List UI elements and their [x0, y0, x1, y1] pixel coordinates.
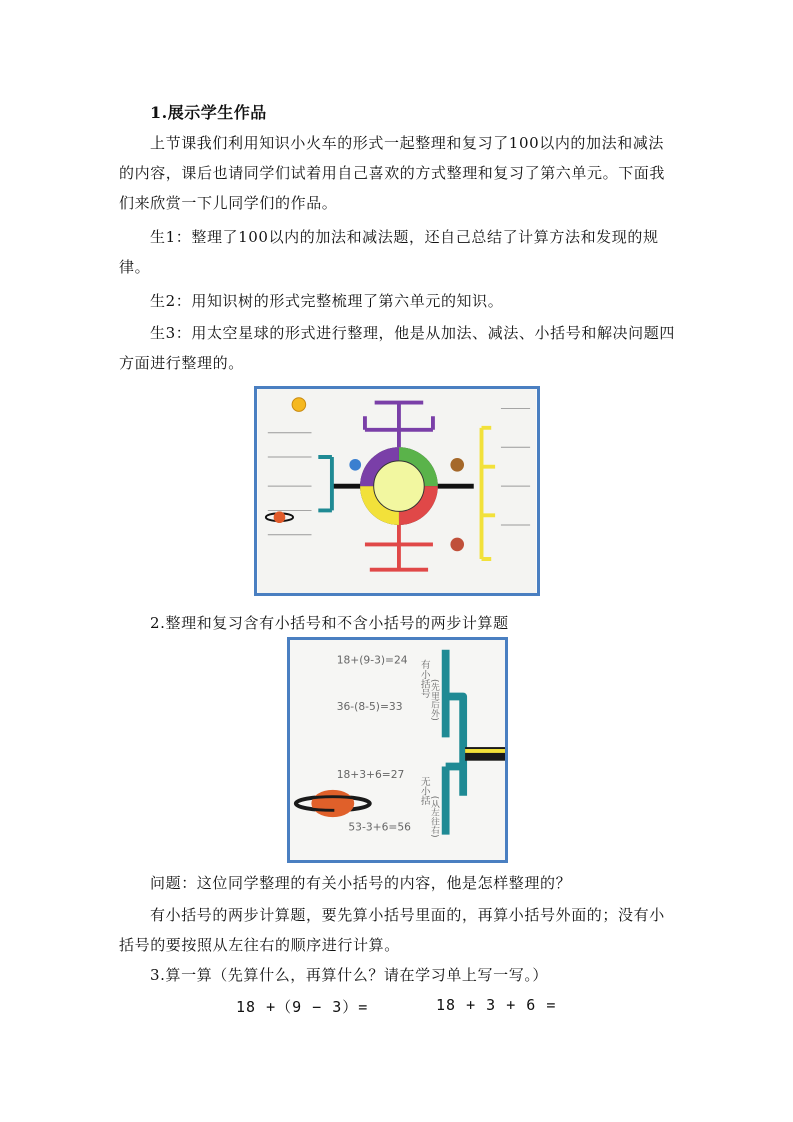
student-work-photo-2 [287, 637, 508, 863]
mind-map-drawing [257, 389, 537, 593]
student-1-paragraph: 生1：整理了100以内的加法和减法题，还自己总结了计算方法和发现的规律。 [119, 228, 659, 276]
section-2-answer: 有小括号的两步计算题，要先算小括号里面的，再算小括号外面的；没有小括号的要按照从左往右的顺序进行计算。 [119, 906, 665, 954]
photo-note-1: 有小括号 [418, 659, 430, 699]
section-2-heading: 2.整理和复习含有小括号和不含小括号的两步计算题 [150, 614, 509, 632]
photo-eq-2: 36-(8-5)=33 [336, 700, 403, 714]
student-3-paragraph: 生3：用太空星球的形式进行整理，他是从加法、减法、小括号和解决问题四方面进行整理的。 [119, 324, 675, 372]
section-3-heading: 3.算一算（先算什么，再算什么？请在学习单上写一写。） [150, 966, 549, 984]
formula-without-parentheses: 18 + 3 + 6 = [436, 996, 557, 1014]
photo-note-2b: (从左往右) [428, 795, 439, 838]
student-work-photo-1 [254, 386, 540, 596]
intro-paragraph: 上节课我们利用知识小火车的形式一起整理和复习了100以内的加法和减法的内容，课后也请同学们试着用自己喜欢的方式整理和复习了第六单元。下面我们来欣赏一下儿同学们的作品。 [119, 134, 666, 212]
student-2-paragraph: 生2：用知识树的形式完整梳理了第六单元的知识。 [150, 292, 504, 310]
photo-eq-1: 18+(9-3)=24 [336, 653, 408, 667]
photo-eq-3: 18+3+6=27 [336, 768, 405, 782]
section-2-question: 问题：这位同学整理的有关小括号的内容，他是怎样整理的？ [150, 874, 572, 892]
section-1-heading: 1.展示学生作品 [150, 103, 267, 122]
formula-with-parentheses: 18 +（9 − 3）= [236, 998, 369, 1016]
photo-note-1b: (先里后外) [428, 678, 439, 721]
bracket-drawing [290, 640, 505, 860]
photo-eq-4: 53-3+6=56 [348, 820, 411, 834]
photo-note-2: 无小括 [418, 776, 430, 806]
